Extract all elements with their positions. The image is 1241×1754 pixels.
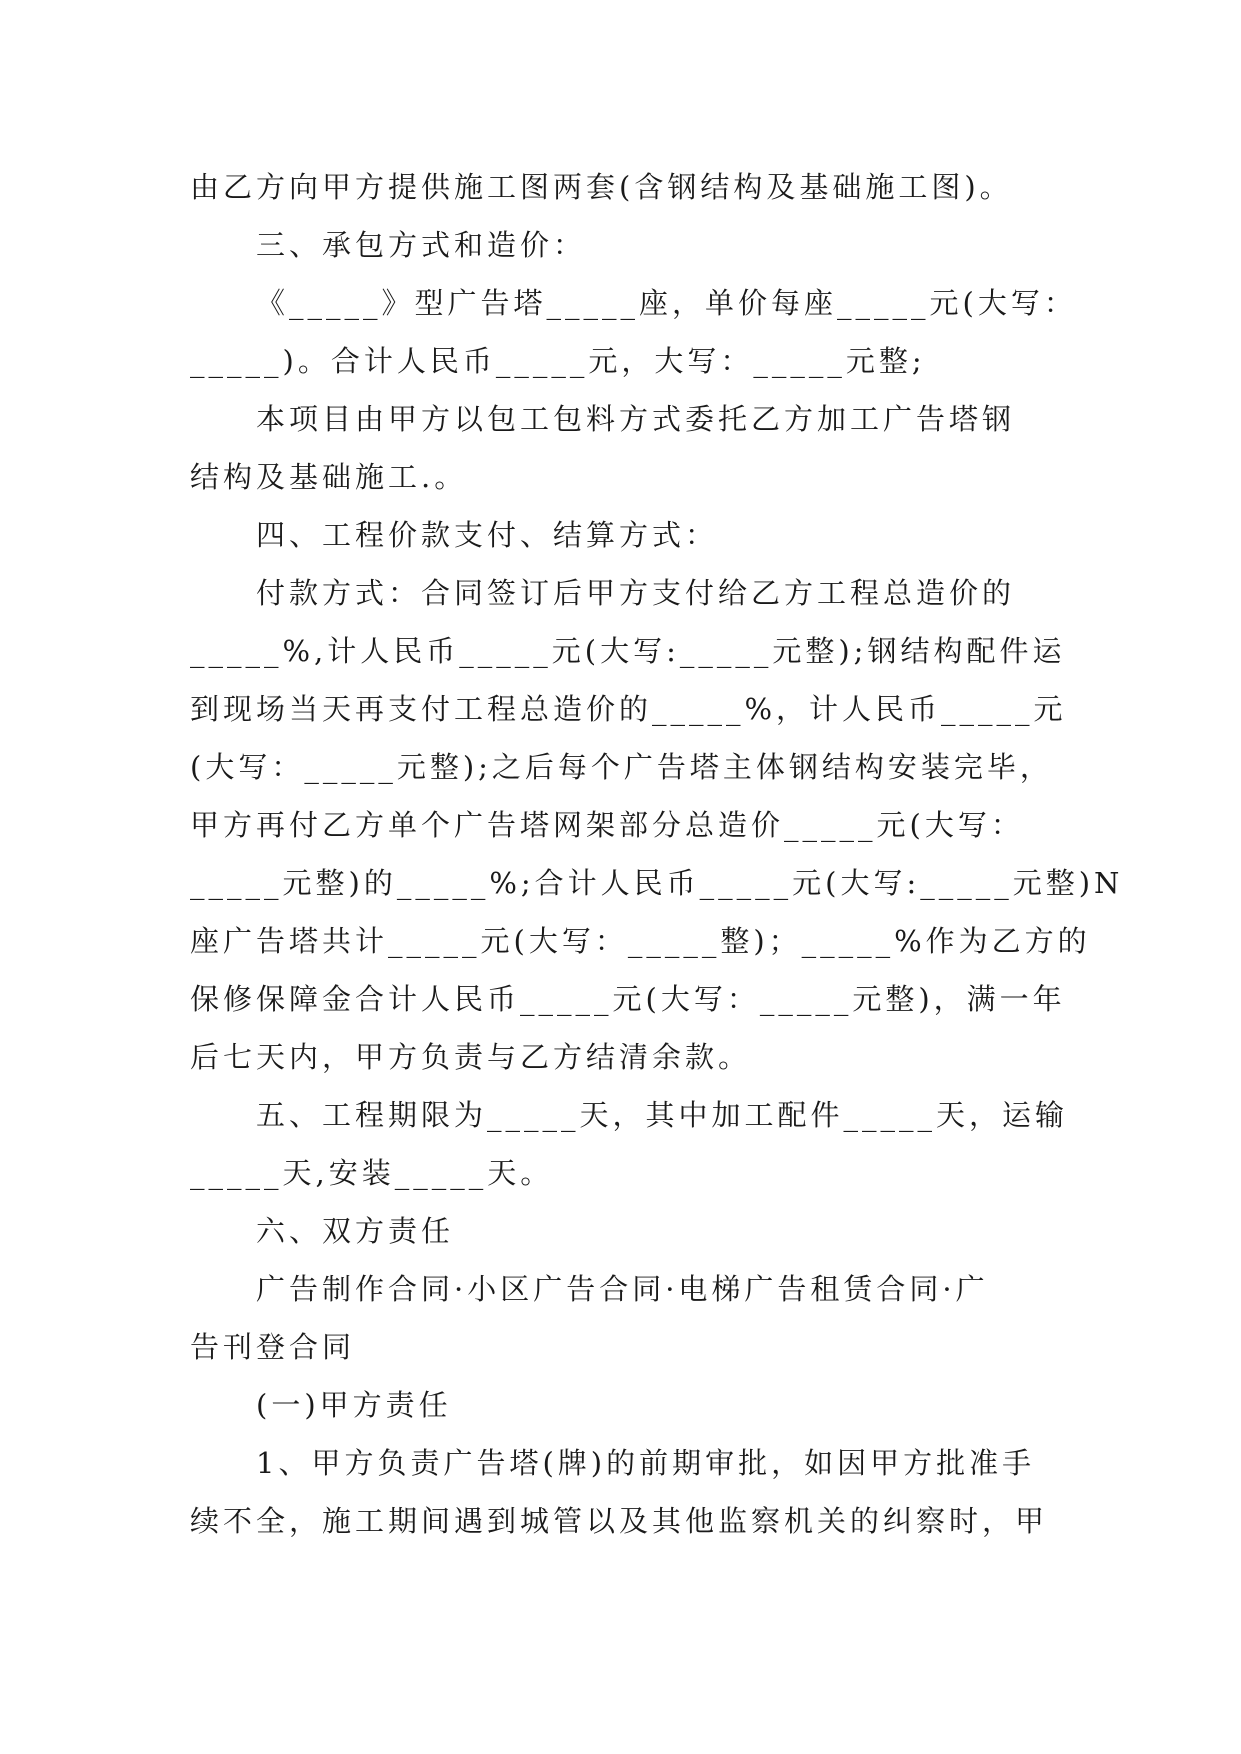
text-line: _____天,安装_____天。 (190, 1156, 554, 1190)
text-line: 后七天内，甲方负责与乙方结清余款。 (190, 1040, 752, 1074)
text-line: 本项目由甲方以包工包料方式委托乙方加工广告塔钢 (256, 402, 1016, 436)
text-line: 到现场当天再支付工程总造价的_____%，计人民币_____元 (190, 692, 1067, 726)
text-line: (一)甲方责任 (256, 1388, 452, 1422)
text-line: 保修保障金合计人民币_____元(大写：_____元整)，满一年 (190, 982, 1066, 1016)
text-line: 六、双方责任 (256, 1214, 455, 1248)
text-line: 《_____》型广告塔_____座，单价每座_____元(大写： (256, 286, 1077, 320)
text-line: 由乙方向甲方提供施工图两套(含钢结构及基础施工图)。 (190, 170, 1013, 204)
text-line: 1、甲方负责广告塔(牌)的前期审批，如因甲方批准手 (256, 1446, 1036, 1480)
text-line: 四、工程价款支付、结算方式： (256, 518, 719, 552)
text-line: 五、工程期限为_____天，其中加工配件_____天，运输 (256, 1098, 1069, 1132)
text-line: _____元整)的_____%;合计人民币_____元(大写:_____元整)N (190, 866, 1124, 900)
text-line: 付款方式：合同签订后甲方支付给乙方工程总造价的 (256, 576, 1016, 610)
text-line: 甲方再付乙方单个广告塔网架部分总造价_____元(大写： (190, 808, 1024, 842)
text-line: 广告制作合同·小区广告合同·电梯广告租赁合同·广 (256, 1272, 989, 1306)
text-line: 结构及基础施工.。 (190, 460, 468, 494)
text-line: _____)。合计人民币_____元，大写：_____元整; (190, 344, 926, 378)
text-line: 续不全，施工期间遇到城管以及其他监察机关的纠察时，甲 (190, 1504, 1049, 1538)
document-body (190, 158, 1124, 1550)
text-line: 告刊登合同 (190, 1330, 356, 1364)
text-line: _____%,计人民币_____元(大写:_____元整);钢结构配件运 (190, 634, 1066, 668)
text-line: (大写：_____元整);之后每个广告塔主体钢结构安装完毕， (190, 750, 1053, 784)
text-line: 座广告塔共计_____元(大写：_____整)；_____%作为乙方的 (190, 924, 1091, 958)
text-line: 三、承包方式和造价： (256, 228, 587, 262)
